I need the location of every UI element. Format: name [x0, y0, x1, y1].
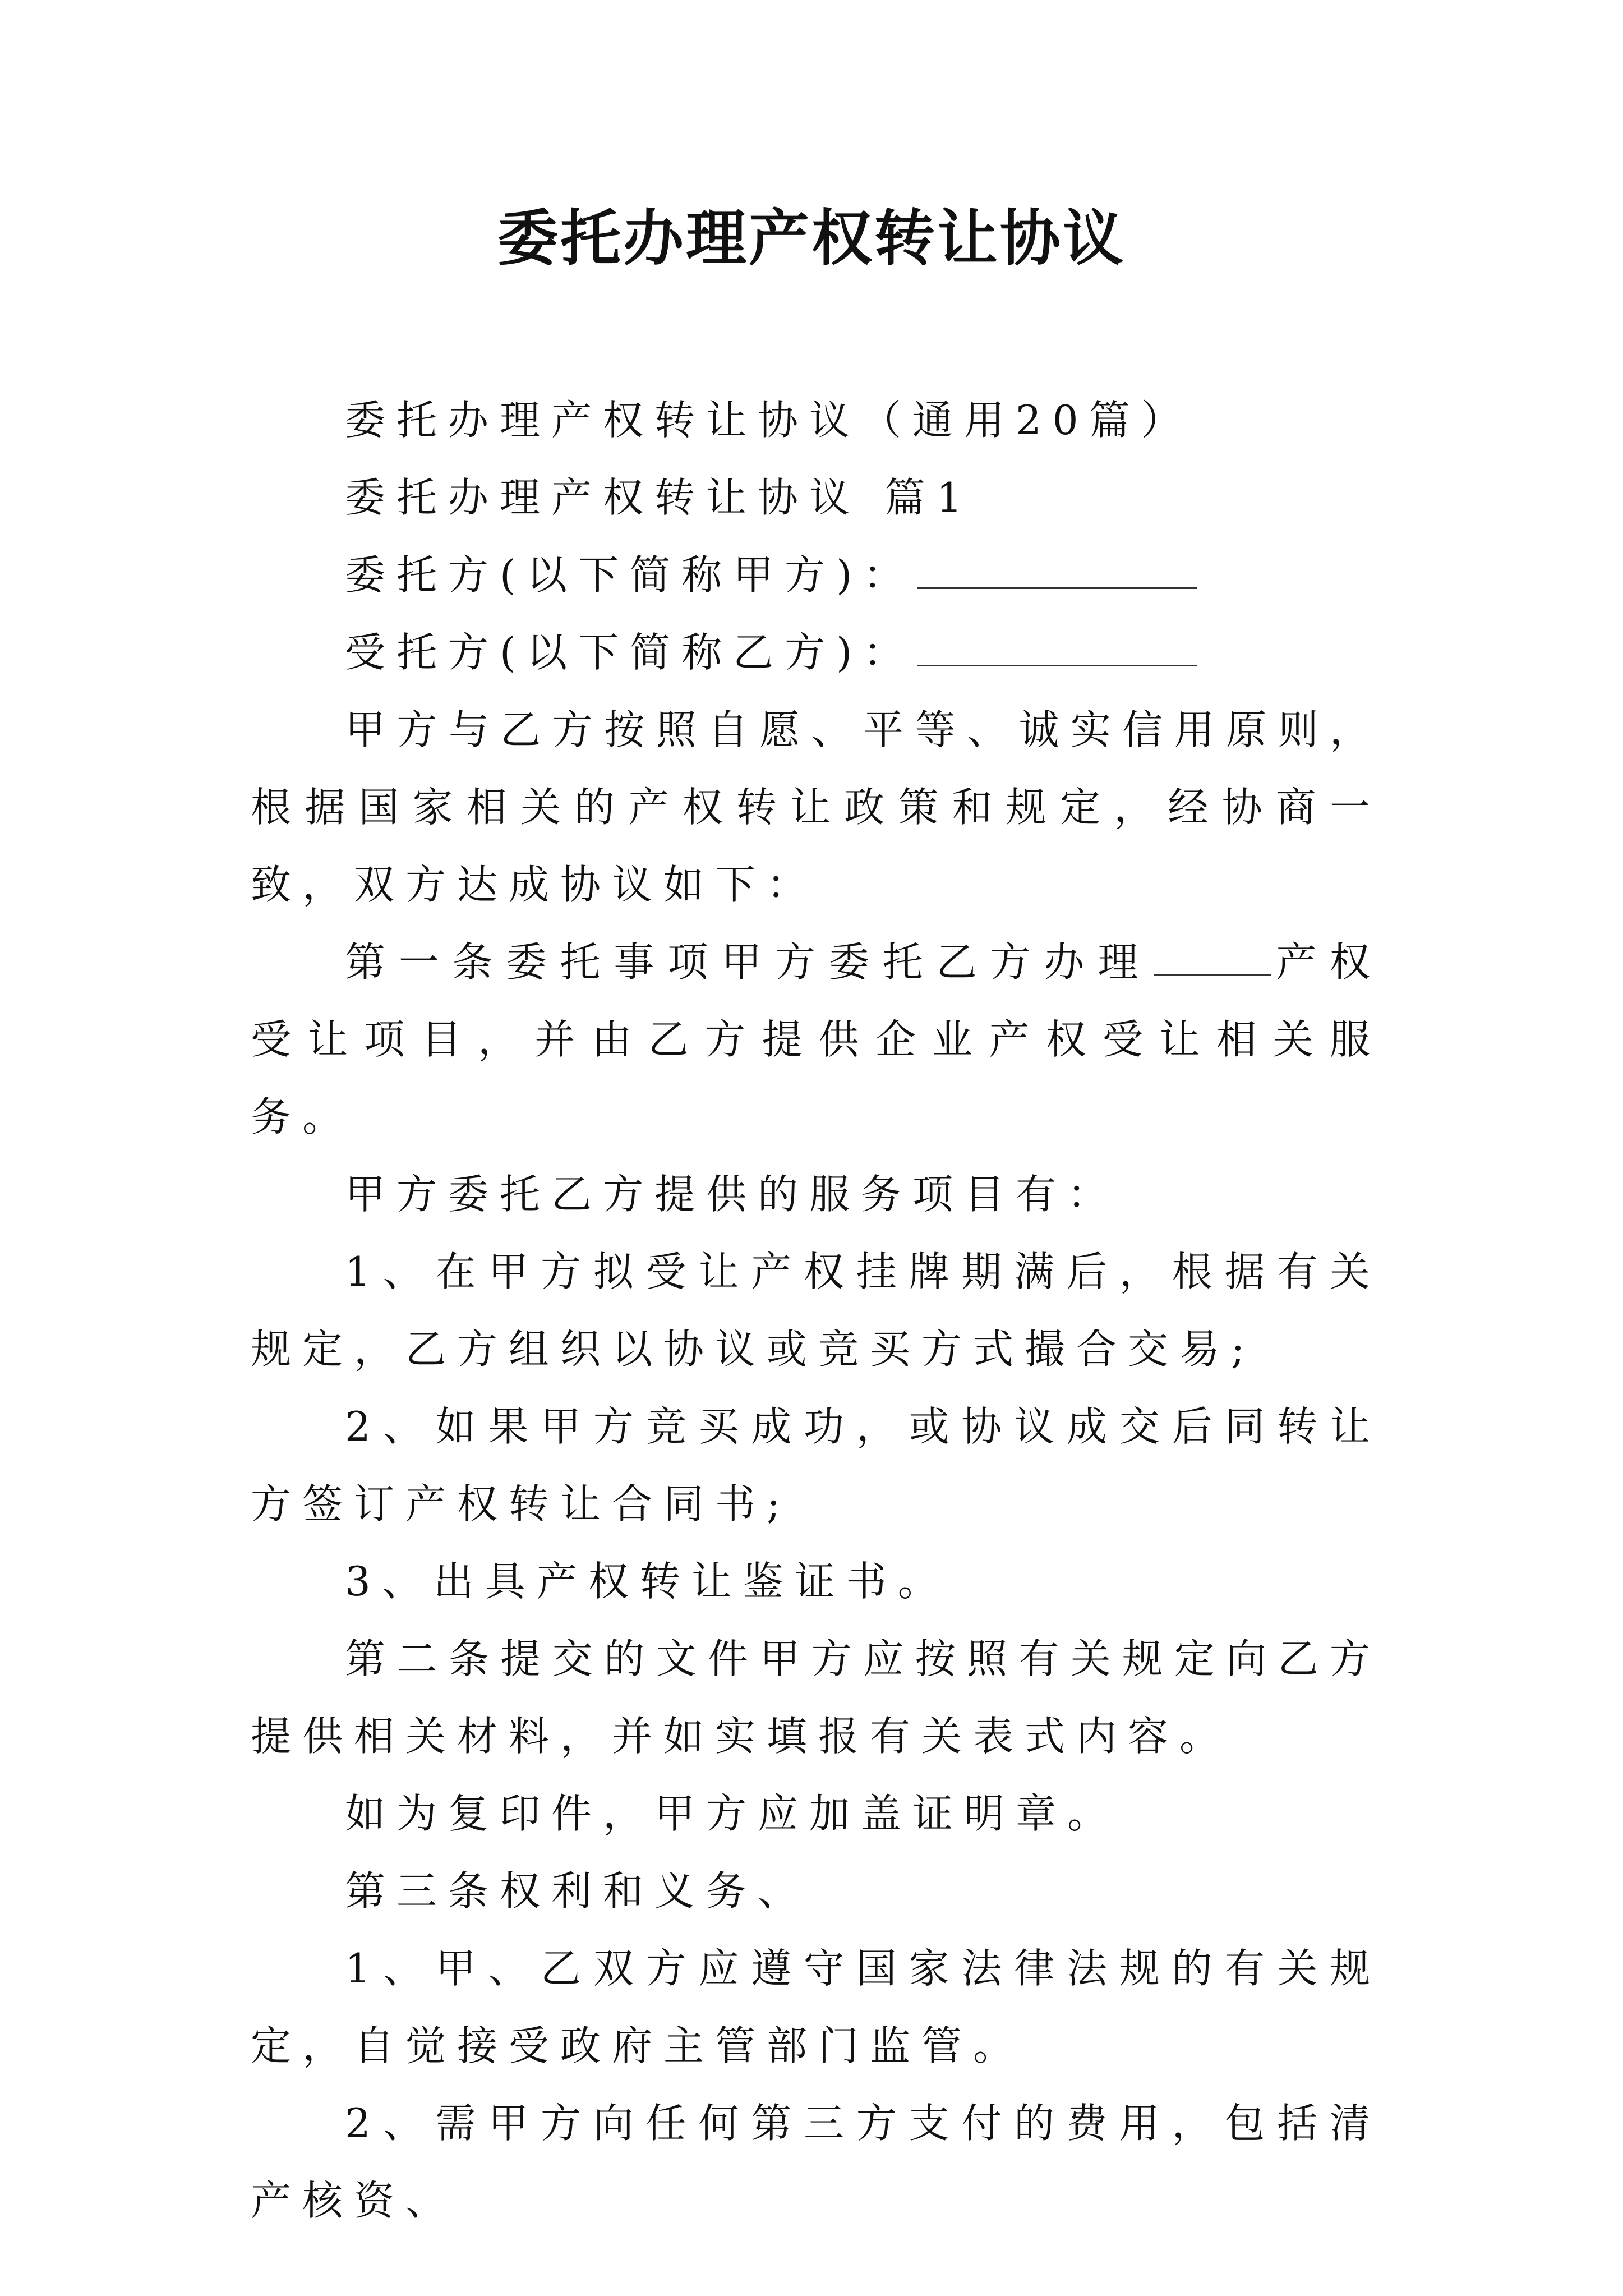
article-2: 第二条提交的文件甲方应按照有关规定向乙方提供相关材料，并如实填报有关表式内容。: [251, 1635, 1381, 1760]
article-3-item-1: 1、甲、乙双方应遵守国家法律法规的有关规定，自觉接受政府主管部门监管。: [251, 1945, 1381, 2069]
service-item-2: 2、如果甲方竞买成功，或协议成交后同转让方签订产权转让合同书;: [251, 1403, 1381, 1527]
article-1-text-start: 第一条委托事项甲方委托乙方办理: [345, 938, 1152, 986]
subtitle-collection: 委托办理产权转让协议（通用20篇）: [345, 397, 1193, 444]
document-title: 委托办理产权转让协议: [497, 203, 1126, 274]
article-1-text-end: 产权受让项目，并由乙方提供企业产权受让相关服务。: [251, 938, 1381, 1140]
service-item-3: 3、出具产权转让鉴证书。: [345, 1558, 949, 1605]
chapter-heading: 委托办理产权转让协议 篇1: [345, 474, 974, 521]
party-b-line: [251, 614, 1381, 691]
paragraph-preamble: 甲方与乙方按照自愿、平等、诚实信用原则，根据国家相关的产权转让政策和规定，经协商一致，双方达成协议如下：: [251, 706, 1381, 908]
party-a-label: 委托方(以下简称甲方)：: [345, 551, 915, 599]
party-a-blank: [917, 553, 1197, 589]
party-b-label: 受托方(以下简称乙方)：: [345, 629, 915, 676]
document-body: [251, 381, 1381, 2239]
article-3-heading: 第三条权利和义务、: [345, 1867, 810, 1915]
service-item-1: 1、在甲方拟受让产权挂牌期满后，根据有关规定，乙方组织以协议或竞买方式撮合交易;: [251, 1248, 1381, 1373]
party-a-line: [251, 536, 1381, 614]
article-2-note: 如为复印件，甲方应加盖证明章。: [345, 1790, 1119, 1837]
party-b-blank: [917, 630, 1197, 666]
services-intro: 甲方委托乙方提供的服务项目有：: [345, 1171, 1119, 1218]
article-1: [251, 923, 1381, 1156]
project-name-blank: [1154, 940, 1271, 976]
article-3-item-2: 2、需甲方向任何第三方支付的费用，包括清产核资、: [251, 2100, 1381, 2224]
